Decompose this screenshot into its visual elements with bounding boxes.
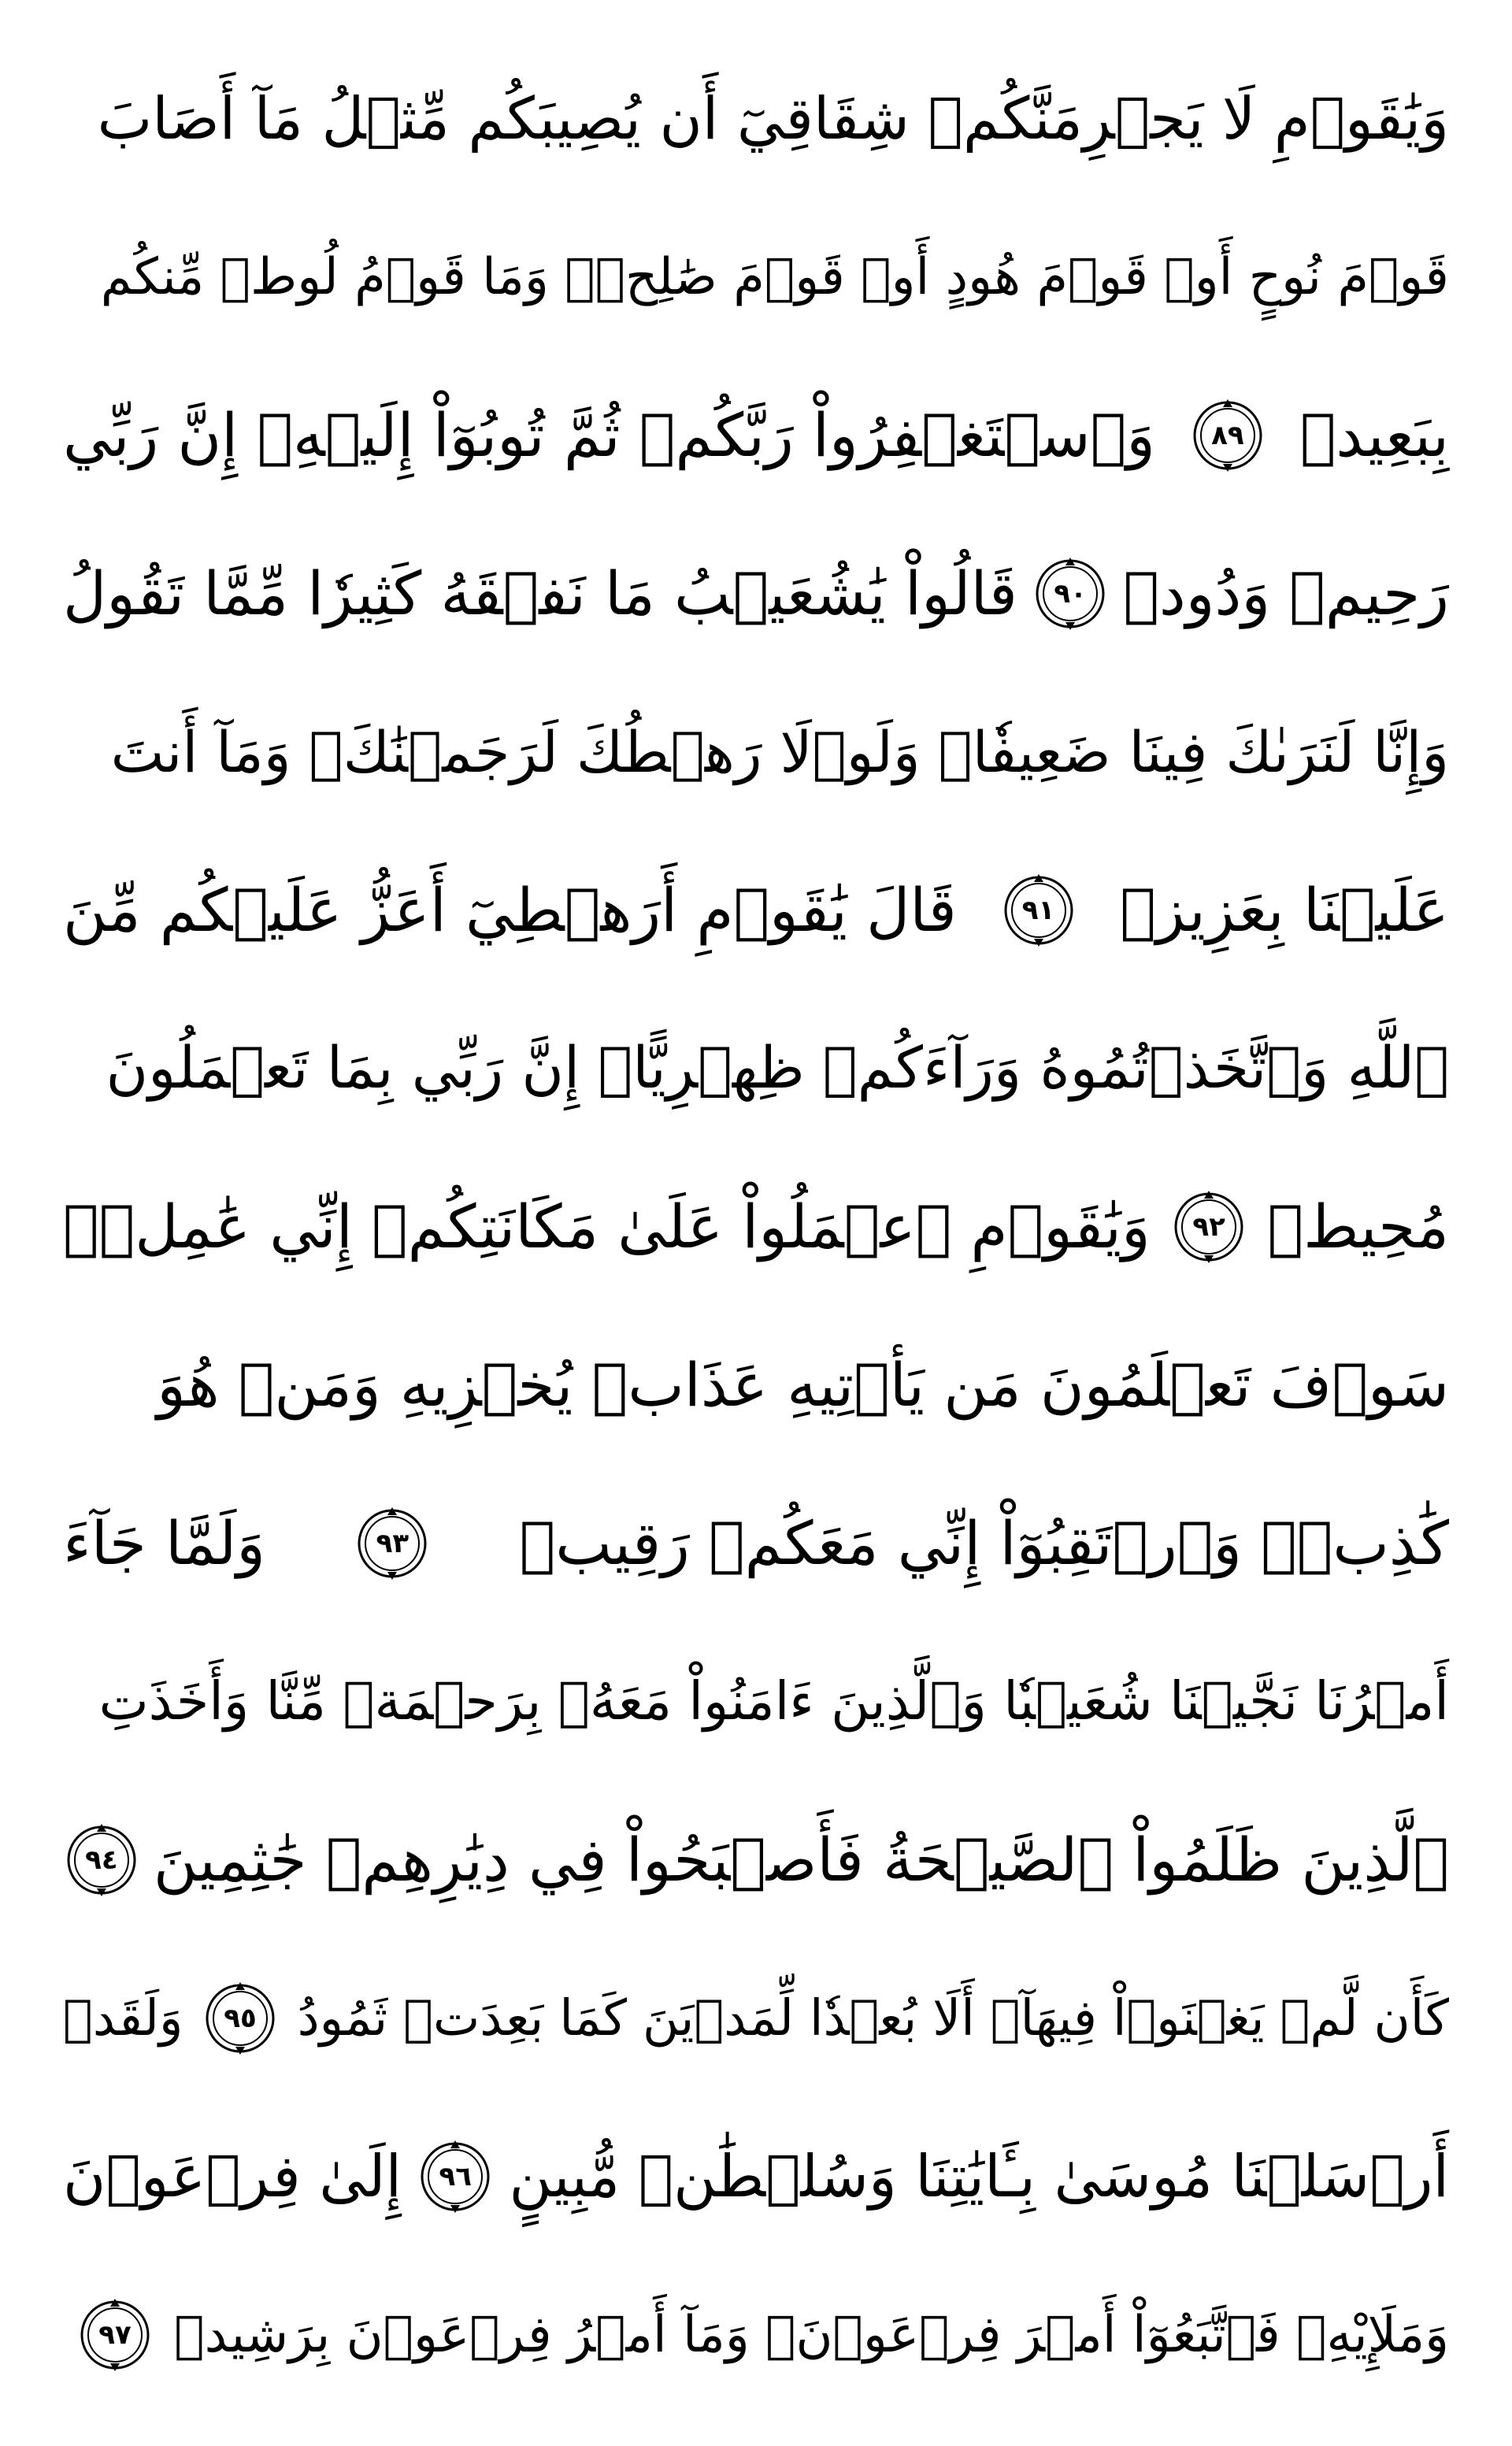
verse-text: وَيَٰقَوۡمِ ٱعۡمَلُواْ عَلَىٰ مَكَانَتِكُمۡ إِنِّي عَٰمِلٞۖ: [63, 1191, 1151, 1262]
verse-text: سَوۡفَ تَعۡلَمُونَ مَن يَأۡتِيهِ عَذَابٞ يُخۡزِيهِ وَمَنۡ هُوَ: [157, 1349, 1449, 1420]
verse-text: رَحِيمٞ وَدُودٞ: [1123, 558, 1449, 628]
text-line: [63, 2097, 1449, 2255]
verse-text: وَلَمَّا جَآءَ: [63, 1507, 265, 1578]
verse-number: ٩٧: [98, 2318, 132, 2351]
verse-end-marker: [1190, 398, 1266, 473]
verse-end-marker: [77, 2297, 153, 2373]
text-line: [63, 356, 1449, 514]
verse-text: وَمَلَإِيْهِۦ فَٱتَّبَعُوٓاْ أَمۡرَ فِرۡعَوۡنَۖ وَمَآ أَمۡرُ فِرۡعَوۡنَ بِرَشِيدٖ: [174, 2305, 1449, 2364]
verse-text: قَالُواْ يَٰشُعَيۡبُ مَا نَفۡقَهُ كَثِيرٗا مِّمَّا تَقُولُ: [63, 558, 1018, 628]
text-line: [63, 1622, 1449, 1781]
verse-end-marker: [354, 1506, 430, 1581]
verse-number: ٩١: [1021, 894, 1055, 926]
text-line: [63, 673, 1449, 831]
verse-text: وَيَٰقَوۡمِ لَا يَجۡرِمَنَّكُمۡ شِقَاقِيٓ أَن يُصِيبَكُم مِّثۡلُ مَآ أَصَابَ: [97, 84, 1449, 153]
verse-text: إِلَىٰ فِرۡعَوۡنَ: [63, 2142, 402, 2211]
text-line: [63, 2255, 1449, 2414]
verse-number: ٨٩: [1211, 419, 1244, 451]
verse-end-marker: [64, 1822, 139, 1898]
verse-number: ٩٢: [1192, 1210, 1225, 1243]
verse-text: مُحِيطٞ: [1267, 1191, 1449, 1262]
text-line: [63, 1147, 1449, 1306]
verse-text: ٱللَّهِ وَٱتَّخَذۡتُمُوهُ وَرَآءَكُمۡ ظِهۡرِيًّاۖ إِنَّ رَبِّي بِمَا تَعۡمَلُونَ: [106, 1035, 1449, 1102]
verse-number: ٩٦: [439, 2160, 472, 2192]
verse-number: ٩٠: [1054, 577, 1087, 610]
verse-end-marker: [417, 2139, 493, 2214]
verse-number: ٩٥: [224, 2002, 257, 2034]
text-line: [63, 831, 1449, 989]
verse-text: عَلَيۡنَا بِعَزِيزٖ: [1120, 874, 1449, 945]
verse-text: قَالَ يَٰقَوۡمِ أَرَهۡطِيٓ أَعَزُّ عَلَيۡكُم مِّنَ: [63, 874, 957, 945]
text-line: [63, 514, 1449, 673]
verse-text: ٱلَّذِينَ ظَلَمُواْ ٱلصَّيۡحَةُ فَأَصۡبَحُواْ فِي دِيَٰرِهِمۡ جَٰثِمِينَ: [153, 1824, 1449, 1895]
text-line: [63, 1464, 1449, 1622]
verse-end-marker: [1032, 556, 1108, 632]
text-line: [63, 1939, 1449, 2097]
text-line: [63, 1306, 1449, 1464]
verse-text: بِبَعِيدٖ: [1299, 399, 1449, 470]
verse-end-marker: [1171, 1189, 1247, 1265]
verse-text: قَوۡمَ نُوحٍ أَوۡ قَوۡمَ هُودٍ أَوۡ قَوۡمَ صَٰلِحٖۚ وَمَا قَوۡمُ لُوطٖ مِّنكُم: [100, 247, 1449, 306]
text-line: [63, 1781, 1449, 1939]
verse-number: ٩٤: [85, 1844, 118, 1876]
verse-end-marker: [202, 1981, 278, 2056]
verse-text: أَمۡرُنَا نَجَّيۡنَا شُعَيۡبٗا وَٱلَّذِينَ ءَامَنُواْ مَعَهُۥ بِرَحۡمَةٖ مِّنَّا وَأَخَذَتِ: [98, 1670, 1449, 1732]
text-line: [63, 198, 1449, 356]
verse-text: وَٱسۡتَغۡفِرُواْ رَبَّكُمۡ ثُمَّ تُوبُوٓاْ إِلَيۡهِۚ إِنَّ رَبِّي: [63, 399, 1155, 470]
text-line: [63, 989, 1449, 1147]
text-line: [63, 39, 1449, 198]
verse-text: كَأَن لَّمۡ يَغۡنَوۡاْ فِيهَآۗ أَلَا بُعۡدٗا لِّمَدۡيَنَ كَمَا بَعِدَتۡ ثَمُودُ: [297, 1989, 1449, 2047]
verse-number: ٩٣: [376, 1527, 410, 1559]
verse-end-marker: [1001, 873, 1077, 948]
verse-text: كَٰذِبٞۖ وَٱرۡتَقِبُوٓاْ إِنِّي مَعَكُمۡ رَقِيبٞ: [519, 1507, 1449, 1578]
verse-text: وَلَقَدۡ: [63, 1989, 183, 2047]
verse-text: أَرۡسَلۡنَا مُوسَىٰ بِـَٔايَٰتِنَا وَسُلۡطَٰنٖ مُّبِينٍ: [509, 2142, 1449, 2211]
verse-text: وَإِنَّا لَنَرَىٰكَ فِينَا ضَعِيفٗاۖ وَلَوۡلَا رَهۡطُكَ لَرَجَمۡنَٰكَۖ وَمَآ أَنتَ: [110, 718, 1449, 785]
